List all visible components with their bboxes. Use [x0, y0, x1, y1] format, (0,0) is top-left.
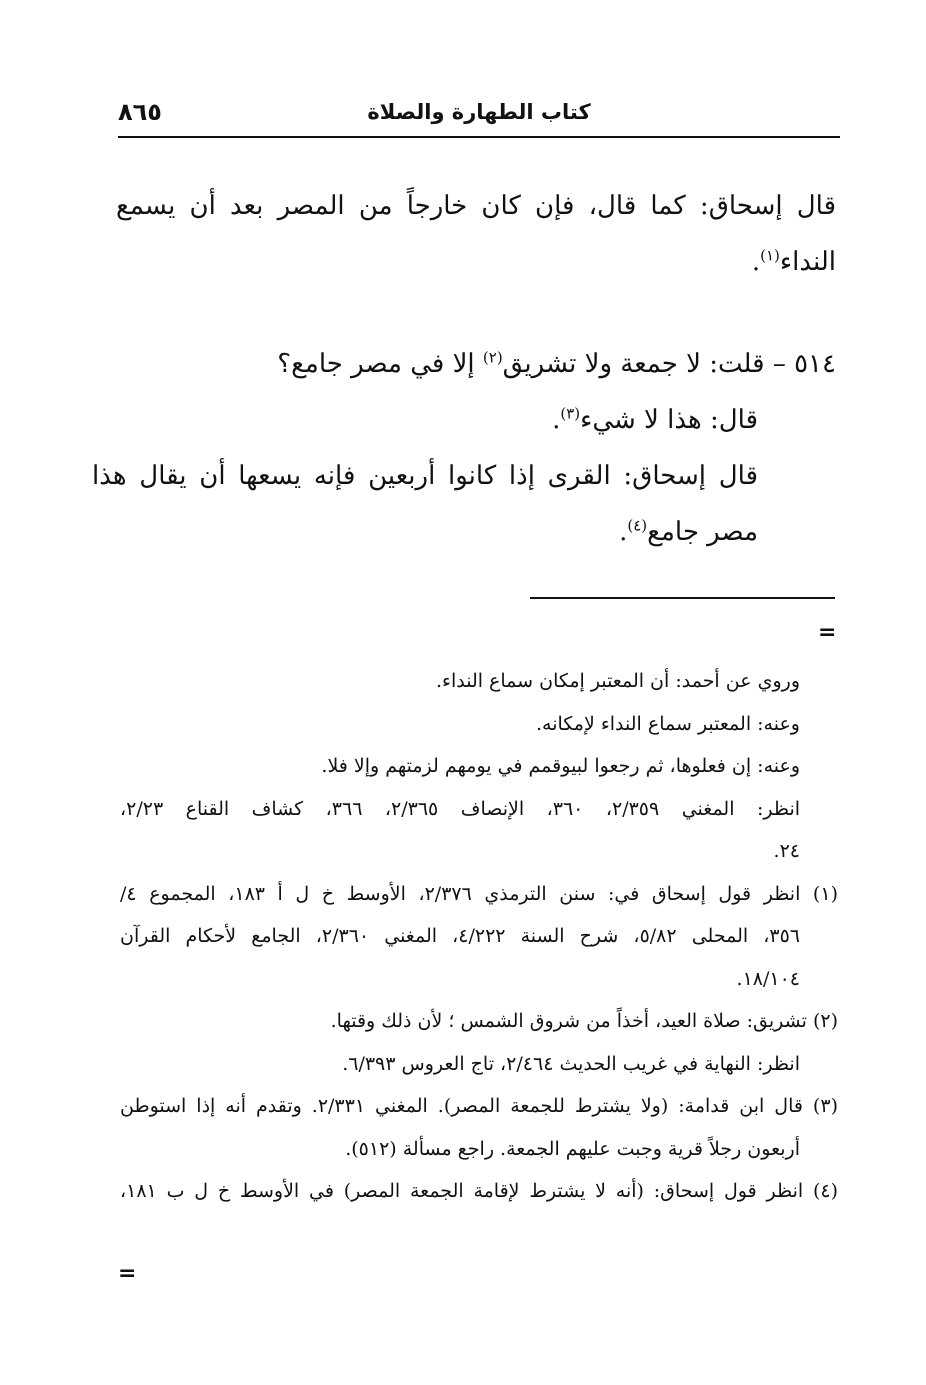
note-line: وعنه: المعتبر سماع النداء لإمكانه. — [536, 712, 800, 735]
footnote-4: (٤) انظر قول إسحاق: (أنه لا يشترط لإقامة الجمعة المصر) في الأوسط خ ل ب ١٨١، — [120, 1180, 838, 1202]
page-header — [118, 96, 840, 138]
footnote-1: (١) انظر قول إسحاق في: سنن الترمذي ٢/٣٧٦، الأوسط خ ل أ ١٨٣، المجموع ٤/ — [120, 882, 838, 905]
note-line: وروي عن أحمد: أن المعتبر إمكان سماع النداء. — [435, 670, 800, 692]
footnote-3-cont: أربعون رجلاً قرية وجبت عليهم الجمعة. راجع مسألة (٥١٢). — [345, 1137, 800, 1160]
page-number: ٨٦٥ — [118, 98, 162, 126]
note-line: ٢٤. — [773, 840, 800, 862]
paragraph-line: قال إسحاق: كما قال، فإن كان خارجاً من المصر بعد أن يسمع — [116, 191, 836, 221]
footnote-2: (٢) تشريق: صلاة العيد، أخذاً من شروق الشمس ؛ لأن ذلك وقتها. — [330, 1010, 838, 1032]
answer-line — [92, 392, 836, 448]
question-line — [92, 336, 836, 392]
note-line: وعنه: إن فعلوها، ثم رجعوا لبيوقمم في يومهم لزمتهم وإلا فلا. — [321, 755, 800, 777]
period: . — [751, 247, 761, 277]
note-line: انظر: المغني ٢/٣٥٩، ٣٦٠، الإنصاف ٢/٣٦٥، ٣٦٦، كشاف القناع ٢/٢٣، — [120, 797, 801, 820]
period: . — [552, 405, 561, 435]
footnote-3: (٣) قال ابن قدامة: (ولا يشترط للجمعة المصر). المغني ٢/٣٣١. وتقدم أنه إذا استوطن — [120, 1095, 838, 1117]
ishaq-line: قال إسحاق: القرى إذا كانوا أربعين فإنه يسعها أن يقال هذا — [92, 461, 758, 491]
footnote-ref[interactable]: (١) — [760, 246, 780, 265]
footnote-ref[interactable]: (٤) — [627, 516, 648, 535]
issue-514 — [92, 336, 836, 560]
continuation-mark-top: = — [818, 620, 837, 645]
running-title: كتاب الطهارة والصلاة — [367, 100, 591, 124]
footnote-separator — [530, 597, 835, 599]
footnote-ref[interactable]: (٣) — [560, 404, 581, 423]
ishaq-line — [92, 504, 758, 560]
footnote-1-cont: ١٨/١٠٤. — [736, 967, 800, 990]
ishaq-text: مصر جامع — [647, 517, 758, 547]
issue-number: ٥١٤ – — [772, 349, 836, 379]
question-text-end: إلا في مصر جامع؟ — [277, 349, 475, 379]
footnote-2-cont: انظر: النهاية في غريب الحديث ٢/٤٦٤، تاج العروس ٦/٣٩٣. — [342, 1052, 800, 1075]
period: . — [619, 517, 628, 547]
answer-text: قال: هذا لا شيء — [580, 405, 758, 435]
footnote-1-cont: ٣٥٦، المحلى ٥/٨٢، شرح السنة ٤/٢٢٢، المغني ٢/٣٦٠، الجامع لأحكام القرآن — [120, 925, 801, 947]
ishaq-answer — [92, 448, 836, 560]
footnote-ref[interactable]: (٢) — [482, 348, 503, 367]
paragraph-text: النداء — [779, 247, 836, 277]
continuation-mark-bottom: = — [118, 1261, 137, 1286]
paragraph-ishaq-1 — [116, 178, 836, 290]
paragraph-line — [116, 234, 836, 290]
question-text: قلت: لا جمعة ولا تشريق — [502, 349, 765, 379]
footnotes — [120, 660, 838, 1213]
